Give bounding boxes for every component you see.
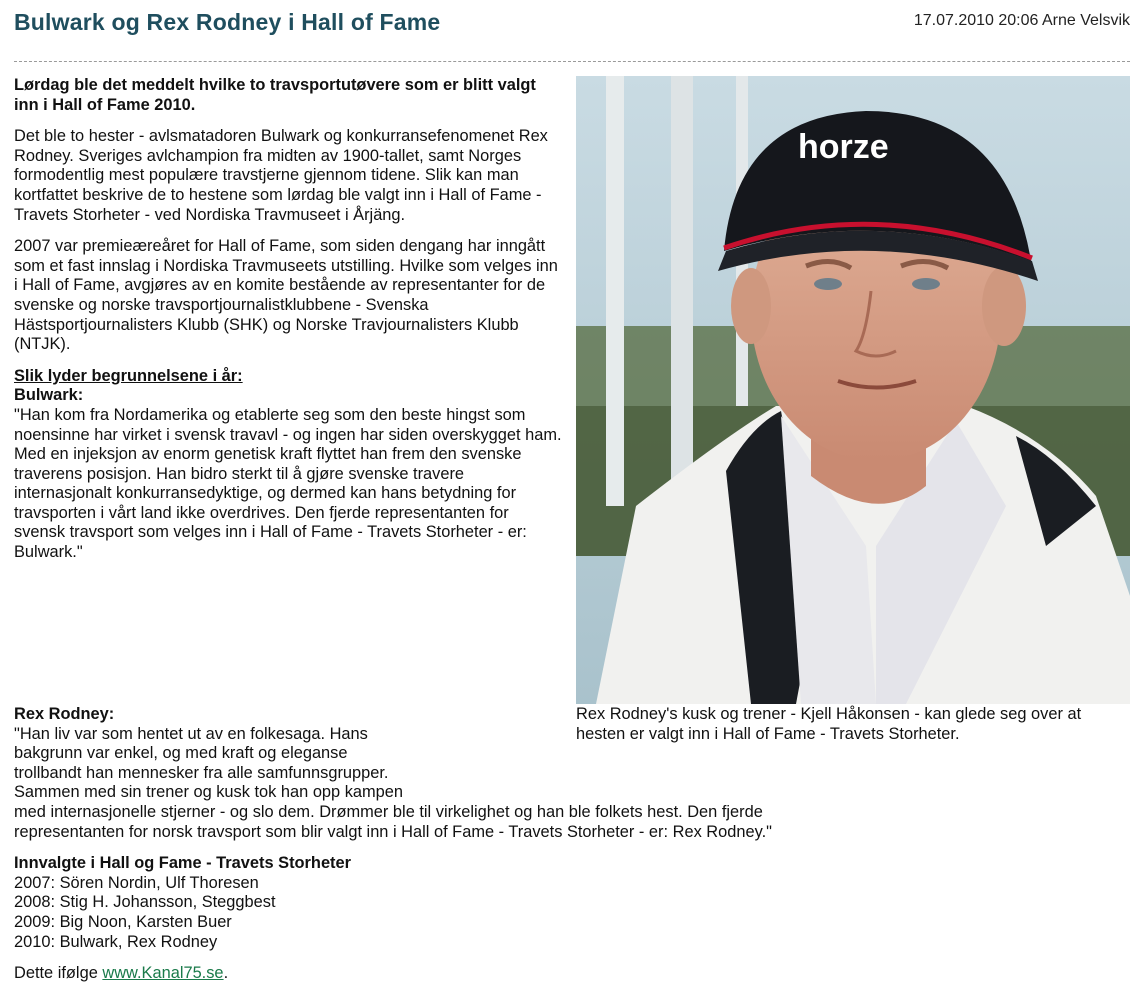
portrait-photo [576,76,1130,704]
inducted-item: 2009: Big Noon, Karsten Buer [14,912,232,931]
portrait-illustration [576,76,1130,704]
rex-quote-line: "Han liv var som hentet ut av en folkesaga. Hans [14,724,368,743]
reasons-heading: Slik lyder begrunnelsene i år: [14,366,243,385]
article-paragraph-2: 2007 var premieæreåret for Hall of Fame, som siden dengang har inngått som et fast innslag i Nordiska Travmuseets utstilling. Hvilke som velges inn i Hall of Fame, avgjøres av en komite bestående av representanter for de svenske og norske travsportjournalistklubbene - Svenska Hästsportjournalisters Klubb (SHK) og Norske Travjournalisters Klubb (NTJK). [14,237,558,354]
inducted-item: 2007: Sören Nordin, Ulf Thoresen [14,873,259,892]
source-prefix: Dette ifølge [14,964,103,983]
bulwark-label: Bulwark: [14,386,84,405]
photo-caption: Rex Rodney's kusk og trener - Kjell Håkonsen - kan glede seg over at hesten er valgt inn i Hall of Fame - Travets Storheter. [576,705,1082,743]
inducted-item: 2010: Bulwark, Rex Rodney [14,932,218,951]
rex-quote-line: med internasjonelle stjerner - og slo dem. Drømmer ble til virkelighet og han ble folkets hest. Den fjerde [14,802,763,821]
rex-quote-line: Sammen med sin trener og kusk tok han opp kampen [14,783,404,802]
source-link[interactable]: www.Kanal75.se [102,964,224,983]
source-suffix: . [223,964,229,983]
article-continuation [14,705,1124,984]
article-lead: Lørdag ble det meddelt hvilke to travsportutøvere som er blitt valgt inn i Hall of Fame 2010. [14,76,536,114]
rex-quote-line: representanten for norsk travsport som blir valgt inn i Hall of Fame - Travets Storheter - er: Rex Rodney." [14,822,772,841]
inducted-list [14,874,1124,952]
source-line [14,964,1124,984]
article-paragraph-1: Det ble to hester - avlsmatadoren Bulwark og konkurransefenomenet Rex Rodney. Sveriges avlchampion fra midten av 1900-tallet, samt Norges formodentlig mest populære travstjerne gjennom tidene. Slik kan man kortfattet beskrive de to hestene som lørdag ble valgt inn i Hall of Fame - Travets Storheter - ved Nordiska Travmuseet i Årjäng. [14,127,548,224]
article-meta: 17.07.2010 20:06 Arne Velsvik [913,12,1130,29]
article-title: Bulwark og Rex Rodney i Hall of Fame [14,9,441,35]
rex-rodney-quote [14,725,1014,843]
title-divider [14,61,1130,62]
inducted-heading: Innvalgte i Hall og Fame - Travets Storheter [14,854,352,873]
bulwark-quote: "Han kom fra Nordamerika og etablerte seg som den beste hingst som noensinne har virket i svensk travavl - og ingen har siden overskygget ham. Med en injeksjon av enorm genetisk kraft flyttet han frem den svenske traverens posisjon. Han bidro sterkt til å gjøre svenske travere internasjonalt konkurransedyktige, og dermed kan hans betydning for travsporten i vårt land ikke overdrives. Den fjerde representanten for svensk travsport som velges inn i Hall of Fame - Travets Storheter - er: Bulwark." [14,405,562,562]
rex-quote-line: trollbandt han mennesker fra alle samfunnsgrupper. [14,763,389,782]
rex-quote-line: bakgrunn var enkel, og med kraft og eleganse [14,744,348,763]
cap-logo-text: horze [798,128,889,166]
rex-rodney-label: Rex Rodney: [14,705,115,723]
inducted-item: 2008: Stig H. Johansson, Steggbest [14,893,276,912]
article-body-column [14,76,562,575]
